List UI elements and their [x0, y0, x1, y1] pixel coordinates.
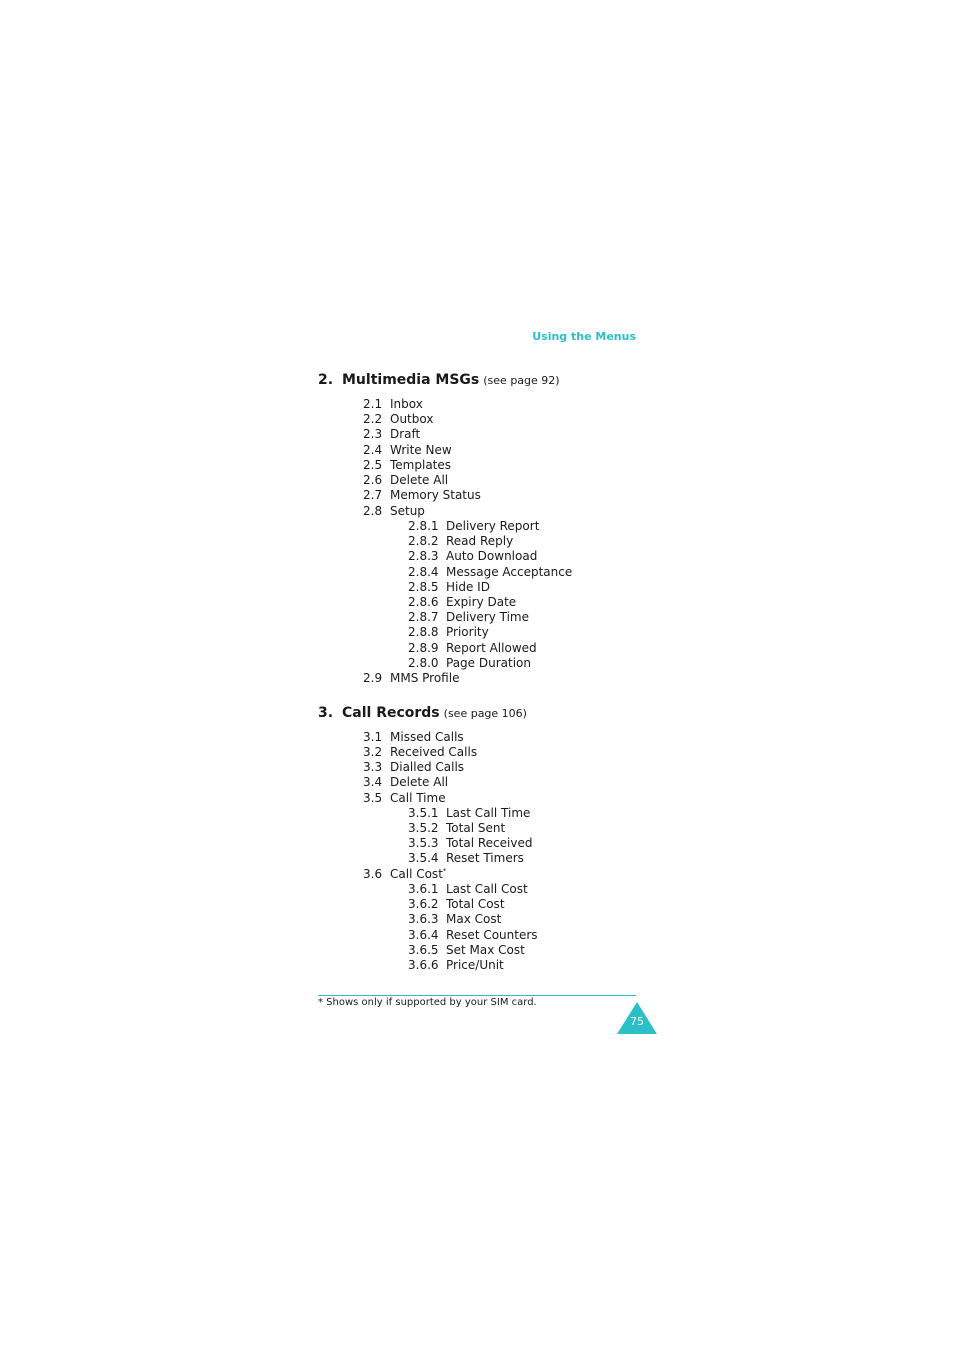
submenu-item: 3.6.2 Total Cost: [408, 897, 505, 911]
menu-item: 2.7 Memory Status: [363, 488, 481, 502]
menu-item: 2.9 MMS Profile: [363, 671, 460, 685]
submenu-item: 2.8.1 Delivery Report: [408, 519, 540, 533]
submenu-item: 3.6.3 Max Cost: [408, 912, 502, 926]
submenu-item: 3.5.1 Last Call Time: [408, 806, 531, 820]
submenu-item: 3.5.4 Reset Timers: [408, 851, 524, 865]
section-title-multimedia: [318, 372, 560, 388]
menu-item: 2.5 Templates: [363, 458, 452, 472]
submenu-item: 2.8.7 Delivery Time: [408, 610, 529, 624]
page-number: 75: [630, 1015, 644, 1028]
submenu-item: 2.8.4 Message Acceptance: [408, 565, 573, 579]
submenu-item: 3.6.6 Price/Unit: [408, 958, 504, 972]
page-reference: (see page 106): [443, 707, 527, 720]
footnote-mark: *: [442, 867, 447, 875]
submenu-item: 2.8.8 Priority: [408, 625, 489, 639]
menu-item: 3.3 Dialled Calls: [363, 760, 465, 774]
menu-item: 2.2 Outbox: [363, 412, 434, 426]
submenu-item: 3.5.3 Total Received: [408, 836, 533, 850]
submenu-item: 2.8.3 Auto Download: [408, 549, 538, 563]
submenu-item: 2.8.6 Expiry Date: [408, 595, 517, 609]
section-number: 3.: [318, 705, 334, 721]
footnote-divider: [318, 995, 636, 996]
running-header: Using the Menus: [532, 330, 636, 343]
section-heading: Multimedia MSGs: [342, 372, 480, 388]
page-reference: (see page 92): [483, 374, 560, 387]
submenu-item: 3.5.2 Total Sent: [408, 821, 506, 835]
menu-item: 2.6 Delete All: [363, 473, 449, 487]
submenu-item: 2.8.2 Read Reply: [408, 534, 514, 548]
submenu-item: 3.6.4 Reset Counters: [408, 928, 538, 942]
submenu-item: 3.6.5 Set Max Cost: [408, 943, 525, 957]
menu-item: 2.8 Setup: [363, 504, 425, 518]
submenu-item: 2.8.0 Page Duration: [408, 656, 531, 670]
menu-item: 3.5 Call Time: [363, 791, 446, 805]
menu-item: 2.3 Draft: [363, 427, 421, 441]
menu-item: 3.1 Missed Calls: [363, 730, 464, 744]
submenu-item: 2.8.9 Report Allowed: [408, 641, 537, 655]
submenu-item: 3.6.1 Last Call Cost: [408, 882, 528, 896]
menu-item: 2.1 Inbox: [363, 397, 423, 411]
submenu-item: 2.8.5 Hide ID: [408, 580, 490, 594]
section-heading: Call Records: [342, 705, 440, 721]
section-number: 2.: [318, 372, 334, 388]
footnote: * Shows only if supported by your SIM card.: [318, 997, 537, 1008]
section-title-call-records: [318, 705, 527, 721]
menu-item: 3.2 Received Calls: [363, 745, 478, 759]
menu-item: 3.6 Call Cost*: [363, 867, 447, 881]
menu-item: 2.4 Write New: [363, 443, 452, 457]
menu-item: 3.4 Delete All: [363, 775, 449, 789]
